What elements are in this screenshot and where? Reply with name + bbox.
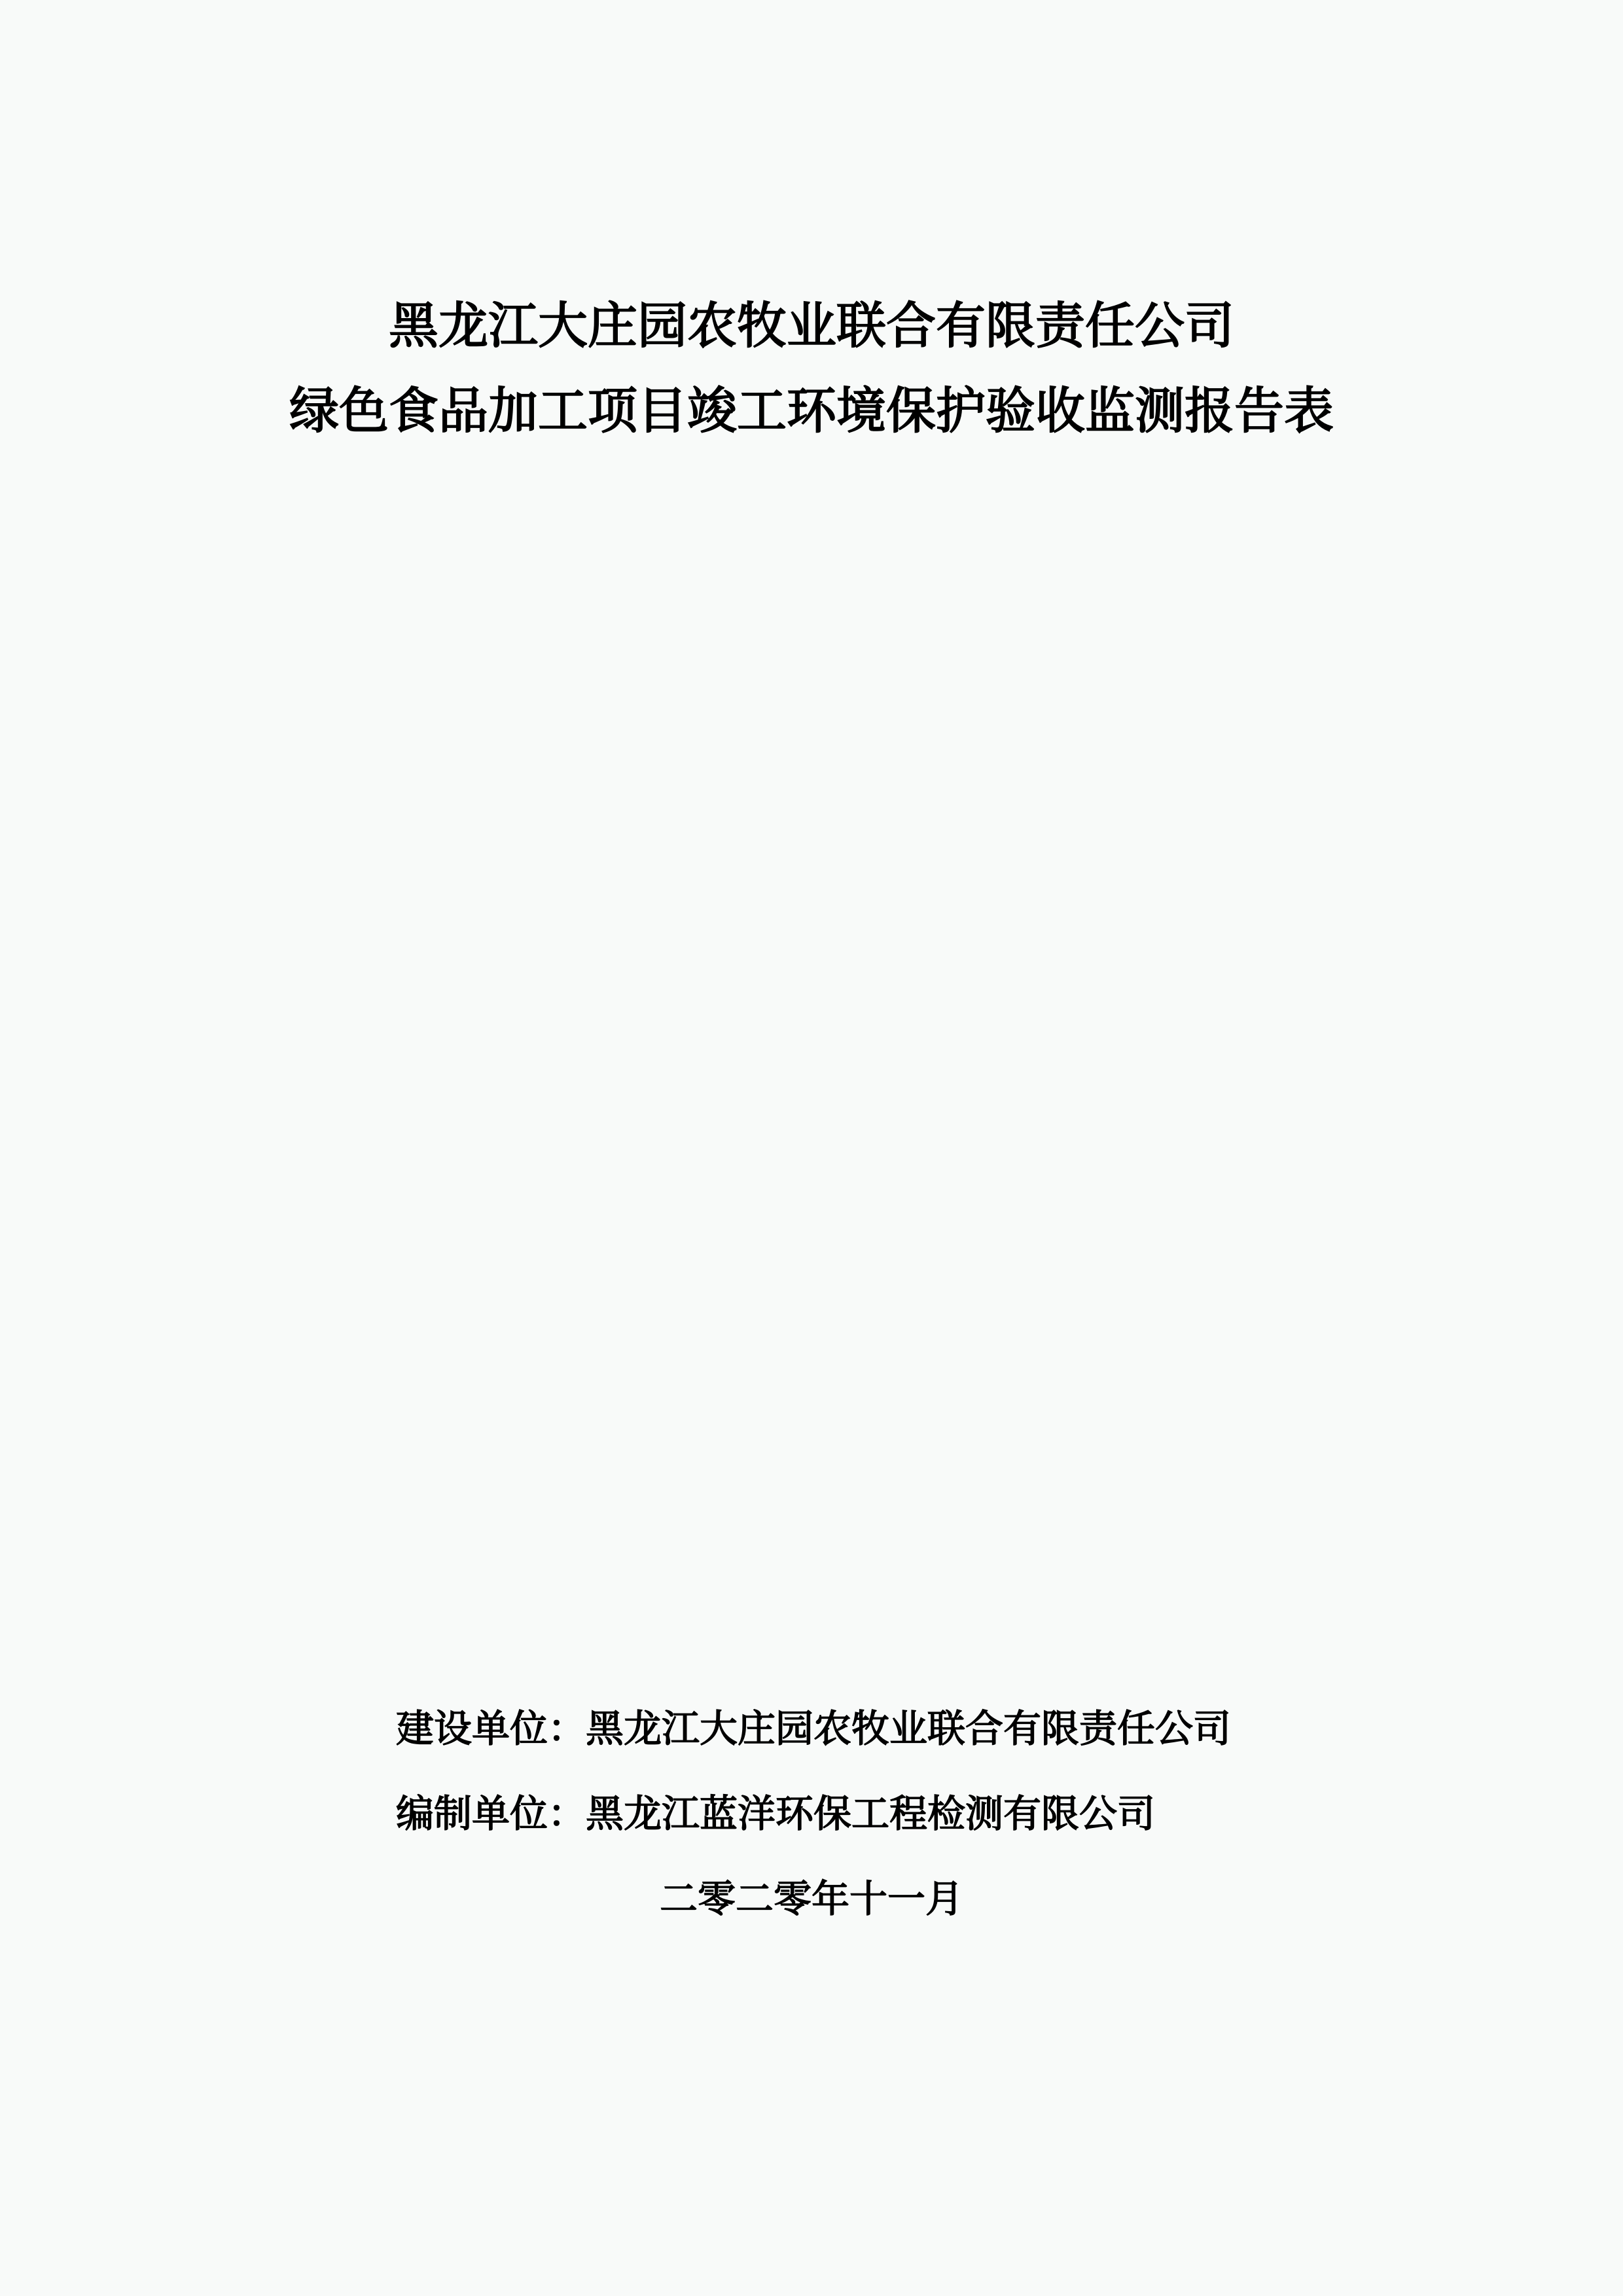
cover-title-block [0, 283, 1623, 454]
construction-unit-value: 黑龙江大庄园农牧业联合有限责任公司 [586, 1706, 1232, 1751]
company-name-title: 黑龙江大庄园农牧业联合有限责任公司 [389, 296, 1234, 355]
construction-unit-label: 建设单位： [396, 1706, 586, 1751]
report-name-title: 绿色食品加工项目竣工环境保护验收监测报告表 [289, 382, 1334, 440]
report-date: 二零二零年十一月 [659, 1876, 963, 1921]
compilation-unit-value: 黑龙江蓝洋环保工程检测有限公司 [586, 1791, 1156, 1836]
compilation-unit-line [0, 1771, 1623, 1856]
construction-unit-line [0, 1686, 1623, 1771]
cover-footer-block [0, 1686, 1623, 1941]
compilation-unit-label: 编制单位： [396, 1791, 586, 1836]
